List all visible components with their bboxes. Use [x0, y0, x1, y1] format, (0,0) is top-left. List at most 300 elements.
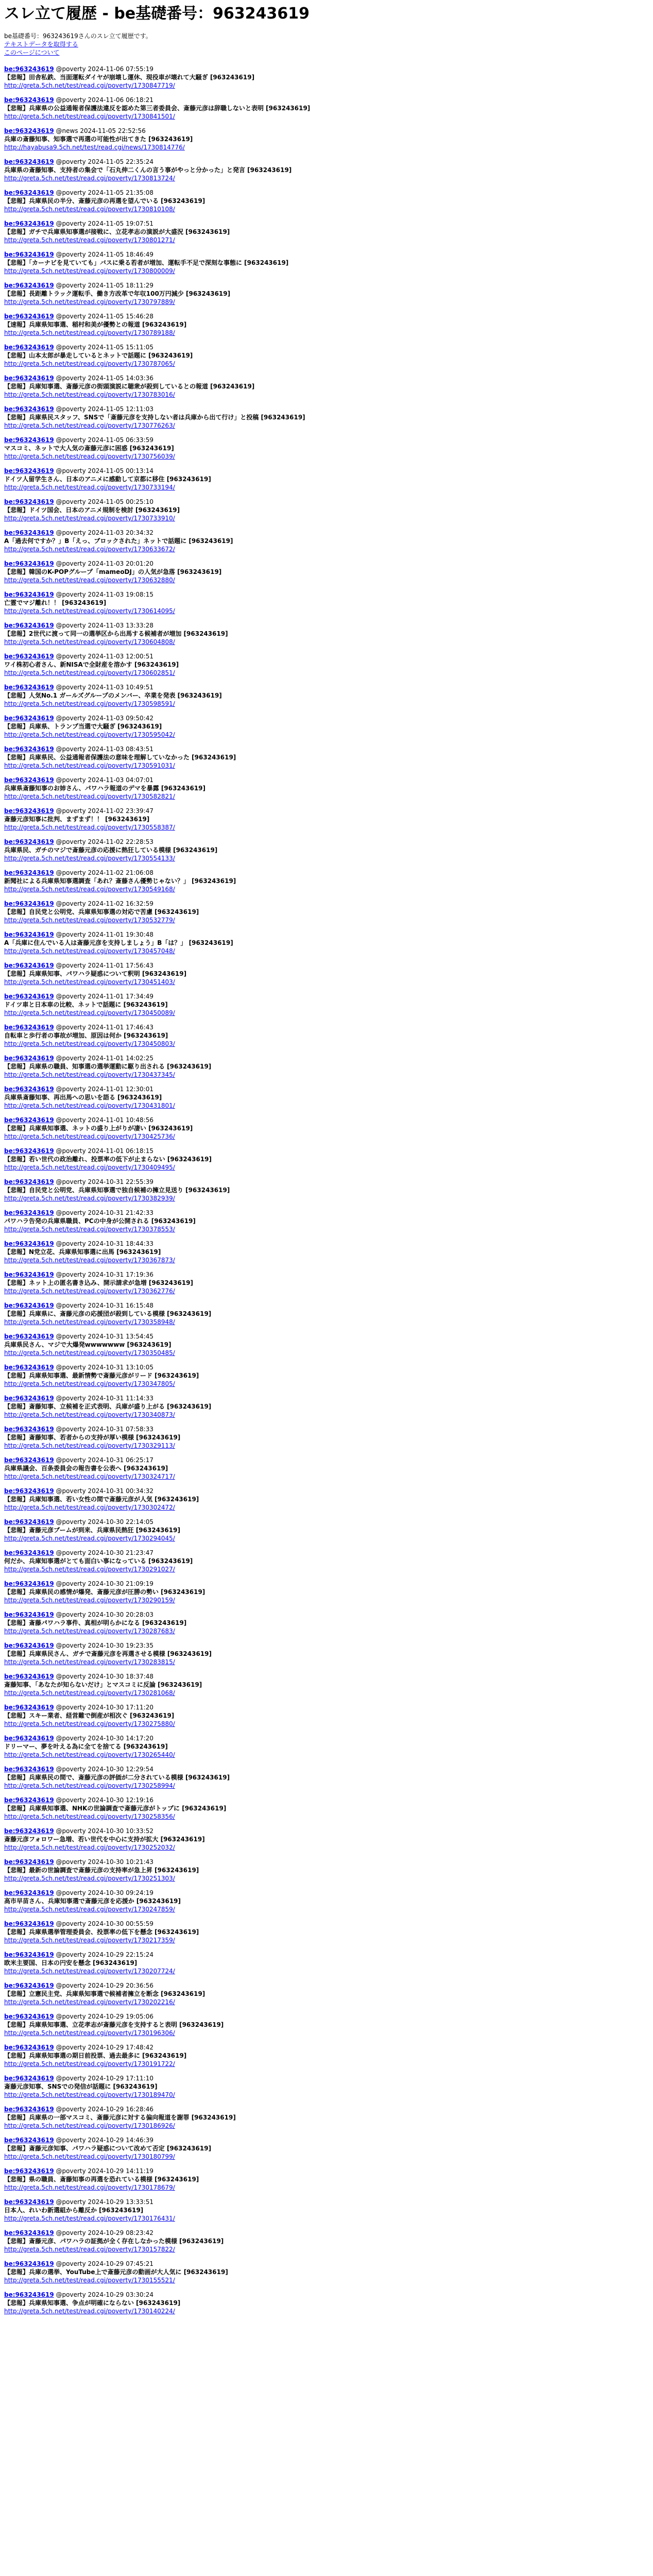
entry-meta: @poverty 2024-11-01 19:30:48: [56, 931, 153, 938]
history-entry: [4, 2012, 649, 2037]
entry-header: [4, 1796, 649, 1804]
thread-title: 【悲報】兵庫県の公益通報者保護法違反を認めた第三者委員会、斎藤元彦は辞職しないと表明 [963243619]: [4, 105, 311, 112]
history-entry: [4, 1209, 649, 1233]
intro: [4, 32, 649, 57]
thread-url-link[interactable]: http://greta.5ch.net/test/read.cgi/poverty/1730191722/: [4, 2060, 175, 2067]
entry-meta: @poverty 2024-11-03 12:00:51: [56, 653, 153, 660]
entry-meta: @poverty 2024-11-02 22:28:53: [56, 838, 153, 845]
be-id-link[interactable]: be:963243619: [4, 2167, 54, 2175]
history-entry: [4, 2291, 649, 2315]
entry-header: [4, 529, 649, 537]
thread-url-link[interactable]: http://greta.5ch.net/test/read.cgi/poverty/1730437345/: [4, 1071, 175, 1078]
thread-url-link[interactable]: http://greta.5ch.net/test/read.cgi/poverty/1730340873/: [4, 1411, 175, 1418]
thread-title: 【悲報】兵庫県知事選、争点が明確にならない [963243619]: [4, 2299, 181, 2307]
be-id-link[interactable]: be:963243619: [4, 1735, 54, 1742]
entry-header: [4, 900, 649, 908]
thread-url-link[interactable]: http://greta.5ch.net/test/read.cgi/poverty/1730733194/: [4, 484, 175, 491]
be-id-link[interactable]: be:963243619: [4, 1395, 54, 1402]
be-id-link[interactable]: be:963243619: [4, 838, 54, 845]
be-id-link[interactable]: be:963243619: [4, 1889, 54, 1896]
thread-url-link[interactable]: http://greta.5ch.net/test/read.cgi/poverty/1730247859/: [4, 1906, 175, 1913]
be-id-link[interactable]: be:963243619: [4, 745, 54, 753]
entry-header: [4, 219, 649, 228]
be-id-link[interactable]: be:963243619: [4, 313, 54, 320]
be-id-link[interactable]: be:963243619: [4, 375, 54, 382]
be-id-link[interactable]: be:963243619: [4, 2137, 54, 2144]
thread-url-link[interactable]: http://greta.5ch.net/test/read.cgi/poverty/1730329113/: [4, 1442, 175, 1449]
be-id-link[interactable]: be:963243619: [4, 1580, 54, 1587]
thread-url-link[interactable]: http://greta.5ch.net/test/read.cgi/poverty/1730450089/: [4, 1009, 175, 1016]
thread-url-link[interactable]: http://greta.5ch.net/test/read.cgi/poverty/1730378553/: [4, 1226, 175, 1233]
thread-title: ワイ株初心者さん、新NISAで全財産を溶かす [963243619]: [4, 661, 179, 668]
entry-meta: @poverty 2024-11-05 00:13:14: [56, 467, 153, 474]
entry-meta: @poverty 2024-10-30 17:11:20: [56, 1704, 153, 1711]
thread-url-link[interactable]: http://greta.5ch.net/test/read.cgi/poverty/1730800009/: [4, 267, 175, 275]
thread-url-link[interactable]: http://greta.5ch.net/test/read.cgi/poverty/1730425736/: [4, 1133, 175, 1140]
history-entry: [4, 560, 649, 584]
history-entry: [4, 529, 649, 553]
entry-header: [4, 2260, 649, 2268]
entry-meta: @poverty 2024-10-30 09:24:19: [56, 1889, 153, 1896]
be-id-link[interactable]: be:963243619: [4, 1982, 54, 1989]
thread-url-link[interactable]: http://greta.5ch.net/test/read.cgi/poverty/1730801271/: [4, 236, 175, 244]
be-id-link[interactable]: be:963243619: [4, 900, 54, 907]
be-id-link[interactable]: be:963243619: [4, 2106, 54, 2113]
be-id-link[interactable]: be:963243619: [4, 1518, 54, 1526]
thread-title: 兵庫県斎藤知事、再出馬への思いを語る [963243619]: [4, 1094, 162, 1101]
entry-meta: @poverty 2024-11-03 13:33:28: [56, 622, 153, 629]
entry-header: [4, 498, 649, 506]
history-entry: [4, 65, 649, 90]
entry-meta: @poverty 2024-10-30 21:23:47: [56, 1549, 153, 1556]
thread-title: 【悲報】ネット上の匿名書き込み、開示請求が急増 [963243619]: [4, 1279, 194, 1286]
entry-header: [4, 1425, 649, 1433]
be-id-link[interactable]: be:963243619: [4, 1704, 54, 1711]
history-entry: [4, 1518, 649, 1543]
be-id-link[interactable]: be:963243619: [4, 1673, 54, 1680]
thread-url-link[interactable]: http://greta.5ch.net/test/read.cgi/poverty/1730810108/: [4, 206, 175, 213]
thread-title: 【悲報】兵庫県知事選、ネットの盛り上がりが凄い [963243619]: [4, 1125, 193, 1132]
history-entry: [4, 1054, 649, 1079]
entry-meta: @poverty 2024-11-01 17:56:43: [56, 962, 153, 969]
thread-url-link[interactable]: http://greta.5ch.net/test/read.cgi/poverty/1730598591/: [4, 700, 175, 707]
entry-header: [4, 1858, 649, 1866]
entry-meta: @poverty 2024-11-01 06:18:15: [56, 1147, 153, 1155]
entry-header: [4, 436, 649, 444]
history-entry: [4, 1240, 649, 1264]
entry-header: [4, 1518, 649, 1526]
be-id-link[interactable]: be:963243619: [4, 1209, 54, 1216]
entry-meta: @poverty 2024-11-05 14:03:36: [56, 375, 153, 382]
entry-header: [4, 96, 649, 104]
thread-url-link[interactable]: http://greta.5ch.net/test/read.cgi/poverty/1730362776/: [4, 1287, 175, 1295]
entry-header: [4, 374, 649, 382]
history-entry: [4, 281, 649, 306]
history-entry: [4, 1487, 649, 1512]
thread-url-link[interactable]: http://greta.5ch.net/test/read.cgi/poverty/1730207724/: [4, 1968, 175, 1975]
history-entry: [4, 405, 649, 430]
thread-url-link[interactable]: http://greta.5ch.net/test/read.cgi/poverty/1730287683/: [4, 1628, 175, 1635]
entry-header: [4, 683, 649, 691]
thread-url-link[interactable]: http://greta.5ch.net/test/read.cgi/poverty/1730813724/: [4, 175, 175, 182]
history-entry: [4, 374, 649, 399]
entry-header: [4, 961, 649, 970]
be-id-link[interactable]: be:963243619: [4, 1642, 54, 1649]
be-id-link[interactable]: be:963243619: [4, 1766, 54, 1773]
thread-url-link[interactable]: http://greta.5ch.net/test/read.cgi/poverty/1730457048/: [4, 947, 175, 955]
be-id-link[interactable]: be:963243619: [4, 2291, 54, 2298]
history-entry: [4, 900, 649, 924]
thread-title: 【悲報】斎藤元彦、パワハラの証拠が全く存在しなかった模様 [963243619]: [4, 2238, 224, 2245]
entry-header: [4, 467, 649, 475]
entry-meta: @poverty 2024-11-03 08:43:51: [56, 745, 153, 753]
thread-url-link[interactable]: http://greta.5ch.net/test/read.cgi/poverty/1730549168/: [4, 886, 175, 893]
history-entry: [4, 1456, 649, 1481]
thread-url-link[interactable]: http://greta.5ch.net/test/read.cgi/poverty/1730409495/: [4, 1164, 175, 1171]
entry-header: [4, 281, 649, 290]
be-id-link[interactable]: be:963243619: [4, 1271, 54, 1278]
entry-header: [4, 1827, 649, 1835]
be-id-link[interactable]: be:963243619: [4, 622, 54, 629]
be-id-link[interactable]: be:963243619: [4, 2198, 54, 2206]
thread-title: 新聞社による兵庫県知事選調査「あれ？斎藤さん優勢じゃない？」 [963243619]: [4, 877, 236, 885]
thread-url-link[interactable]: http://greta.5ch.net/test/read.cgi/poverty/1730787065/: [4, 360, 175, 367]
entry-meta: @poverty 2024-11-05 21:35:08: [56, 189, 153, 196]
thread-url-link[interactable]: http://greta.5ch.net/test/read.cgi/poverty/1730558387/: [4, 824, 175, 831]
thread-url-link[interactable]: http://greta.5ch.net/test/read.cgi/poverty/1730358948/: [4, 1318, 175, 1326]
entry-meta: @poverty 2024-11-05 18:11:29: [56, 282, 153, 289]
be-id-link[interactable]: be:963243619: [4, 1302, 54, 1309]
thread-url-link[interactable]: http://greta.5ch.net/test/read.cgi/poverty/1730196306/: [4, 2029, 175, 2037]
history-entry: [4, 127, 649, 151]
thread-url-link[interactable]: http://greta.5ch.net/test/read.cgi/poverty/1730797889/: [4, 298, 175, 306]
history-entry: [4, 467, 649, 492]
be-id-link[interactable]: be:963243619: [4, 2229, 54, 2236]
history-entry: [4, 683, 649, 708]
be-id-link[interactable]: be:963243619: [4, 1827, 54, 1835]
entry-header: [4, 250, 649, 259]
entry-header: [4, 1363, 649, 1371]
entry-meta: @poverty 2024-11-01 10:48:56: [56, 1116, 153, 1124]
thread-url-link[interactable]: http://greta.5ch.net/test/read.cgi/poverty/1730756039/: [4, 453, 175, 460]
be-id-link[interactable]: be:963243619: [4, 2044, 54, 2051]
thread-title: 【悲報】兵庫知事選、若い女性の間で斎藤元彦が人気 [963243619]: [4, 1496, 199, 1503]
be-id-link[interactable]: be:963243619: [4, 2260, 54, 2267]
thread-url-link[interactable]: http://greta.5ch.net/test/read.cgi/poverty/1730291027/: [4, 1566, 175, 1573]
thread-title: 【悲報】兵庫県民さん、ガチで斎藤元彦を再選させる模様 [963243619]: [4, 1650, 212, 1657]
thread-title: 【悲報】斎藤元彦知事、パワハラ疑惑について改めて否定 [963243619]: [4, 2145, 212, 2152]
thread-title: 亡霊でマジ離れ！！ [963243619]: [4, 599, 107, 606]
be-id-link[interactable]: be:963243619: [4, 436, 54, 444]
thread-title: 【悲報】兵庫県知事、パワハラ疑惑について釈明 [963243619]: [4, 970, 187, 977]
thread-url-link[interactable]: http://greta.5ch.net/test/read.cgi/poverty/1730602851/: [4, 669, 175, 676]
be-id-link[interactable]: be:963243619: [4, 2075, 54, 2082]
entry-meta: @poverty 2024-11-05 19:07:51: [56, 220, 153, 227]
thread-title: 【悲報】兵庫県に、斎藤元彦の応援団が殺到している模様 [963243619]: [4, 1310, 212, 1317]
entry-meta: @poverty 2024-10-31 07:58:33: [56, 1426, 153, 1433]
thread-title: 兵庫県民さん、マジで大爆発wwwwwww [963243619]: [4, 1341, 171, 1348]
thread-url-link[interactable]: http://greta.5ch.net/test/read.cgi/poverty/1730347805/: [4, 1380, 175, 1387]
entry-meta: @news 2024-11-05 22:52:56: [56, 127, 146, 134]
thread-url-link[interactable]: http://greta.5ch.net/test/read.cgi/poverty/1730350485/: [4, 1349, 175, 1357]
thread-title: 【悲報】若い世代の政治離れ、投票率の低下が止まらない [963243619]: [4, 1156, 212, 1163]
history-entry: [4, 2229, 649, 2253]
entry-meta: @poverty 2024-11-01 17:46:43: [56, 1024, 153, 1031]
thread-url-link[interactable]: http://greta.5ch.net/test/read.cgi/poverty/1730217359/: [4, 1937, 175, 1944]
be-id-link[interactable]: be:963243619: [4, 869, 54, 876]
be-id-link[interactable]: be:963243619: [4, 807, 54, 815]
be-id-link[interactable]: be:963243619: [4, 251, 54, 258]
entry-header: [4, 1456, 649, 1464]
thread-url-link[interactable]: http://greta.5ch.net/test/read.cgi/poverty/1730841501/: [4, 113, 175, 120]
be-id-link[interactable]: be:963243619: [4, 1240, 54, 1247]
entry-meta: @poverty 2024-10-30 20:28:03: [56, 1611, 153, 1618]
history-entry: [4, 2074, 649, 2099]
entry-header: [4, 652, 649, 660]
thread-url-link[interactable]: http://greta.5ch.net/test/read.cgi/poverty/1730450803/: [4, 1040, 175, 1047]
thread-url-link[interactable]: http://greta.5ch.net/test/read.cgi/poverty/1730189470/: [4, 2091, 175, 2098]
thread-url-link[interactable]: http://greta.5ch.net/test/read.cgi/poverty/1730281068/: [4, 1689, 175, 1697]
thread-url-link[interactable]: http://greta.5ch.net/test/read.cgi/poverty/1730632880/: [4, 577, 175, 584]
thread-title: 斎藤知事、「あなたが知らないだけ」とマスコミに反論 [963243619]: [4, 1681, 202, 1688]
history-entry: [4, 96, 649, 121]
thread-title: 【悲報】兵庫県知事選、立花孝志が斎藤元彦を支持すると表明 [963243619]: [4, 2021, 224, 2028]
history-entry: [4, 189, 649, 213]
entry-header: [4, 1672, 649, 1681]
thread-url-link[interactable]: http://greta.5ch.net/test/read.cgi/poverty/1730614095/: [4, 607, 175, 615]
entry-header: [4, 343, 649, 351]
be-id-link[interactable]: be:963243619: [4, 1364, 54, 1371]
history-entry: [4, 1611, 649, 1635]
thread-title: 【悲報】ガチで兵庫県知事選が接戦に、立花孝志の演説が大盛況 [963243619]: [4, 228, 230, 235]
entry-header: [4, 1641, 649, 1650]
history-entry: [4, 250, 649, 275]
thread-url-link[interactable]: http://greta.5ch.net/test/read.cgi/poverty/1730252032/: [4, 1844, 175, 1851]
be-id-link[interactable]: be:963243619: [4, 498, 54, 505]
thread-url-link[interactable]: http://hayabusa9.5ch.net/test/read.cgi/news/1730814776/: [4, 144, 185, 151]
be-id-link[interactable]: be:963243619: [4, 1178, 54, 1185]
thread-url-link[interactable]: http://greta.5ch.net/test/read.cgi/poverty/1730382939/: [4, 1195, 175, 1202]
be-id-link[interactable]: be:963243619: [4, 65, 54, 73]
thread-title: 高市早苗さん、兵庫知事選で斎藤元彦を応援か [963243619]: [4, 1897, 181, 1905]
be-id-link[interactable]: be:963243619: [4, 962, 54, 969]
thread-title: 【悲報】N党立花、兵庫県知事選に出馬 [963243619]: [4, 1248, 161, 1256]
entry-meta: @poverty 2024-10-29 07:45:21: [56, 2260, 153, 2267]
thread-url-link[interactable]: http://greta.5ch.net/test/read.cgi/poverty/1730140224/: [4, 2308, 175, 2315]
thread-url-link[interactable]: http://greta.5ch.net/test/read.cgi/poverty/1730258994/: [4, 1782, 175, 1789]
be-id-link[interactable]: be:963243619: [4, 158, 54, 165]
entry-header: [4, 127, 649, 135]
thread-url-link[interactable]: http://greta.5ch.net/test/read.cgi/poverty/1730302472/: [4, 1504, 175, 1511]
be-id-link[interactable]: be:963243619: [4, 653, 54, 660]
thread-title: 【悲報】斎藤パワハラ事件、真相が明らかになる [963243619]: [4, 1619, 187, 1626]
history-entry: [4, 1425, 649, 1450]
history-entry: [4, 1703, 649, 1728]
be-id-link[interactable]: be:963243619: [4, 715, 54, 722]
thread-url-link[interactable]: http://greta.5ch.net/test/read.cgi/poverty/1730258356/: [4, 1813, 175, 1820]
thread-title: 【悲報】兵庫県知事選の期日前投票、過去最多に [963243619]: [4, 2052, 187, 2059]
be-id-link[interactable]: be:963243619: [4, 1858, 54, 1866]
thread-title: ドイツ人留学生さん、日本のアニメに感動して京都に移住 [963243619]: [4, 476, 211, 483]
be-id-link[interactable]: be:963243619: [4, 529, 54, 536]
thread-url-link[interactable]: http://greta.5ch.net/test/read.cgi/poverty/1730431801/: [4, 1102, 175, 1109]
thread-title: 斎藤元彦知事に批判、まずまず！！ [963243619]: [4, 816, 150, 823]
entry-header: [4, 405, 649, 413]
be-id-link[interactable]: be:963243619: [4, 1487, 54, 1495]
be-id-link[interactable]: be:963243619: [4, 220, 54, 227]
thread-title: マスコミ、ネットで大人気の斎藤元彦に困惑 [963243619]: [4, 445, 174, 452]
be-id-link[interactable]: be:963243619: [4, 405, 54, 413]
thread-title: 【悲報】自民党と公明党、兵庫県知事選で独自候補の擁立見送り [963243619]: [4, 1187, 230, 1194]
history-entry: [4, 1858, 649, 1883]
entry-meta: @poverty 2024-11-05 22:35:24: [56, 158, 153, 165]
thread-url-link[interactable]: http://greta.5ch.net/test/read.cgi/poverty/1730733910/: [4, 515, 175, 522]
entry-header: [4, 2105, 649, 2113]
be-id-link[interactable]: be:963243619: [4, 1024, 54, 1031]
entry-meta: @poverty 2024-10-31 11:14:33: [56, 1395, 153, 1402]
thread-title: ドイツ車と日本車の比較、ネットで話題に [963243619]: [4, 1001, 168, 1008]
entry-header: [4, 1085, 649, 1093]
history-entry: [4, 1085, 649, 1110]
be-id-link[interactable]: be:963243619: [4, 591, 54, 598]
be-id-link[interactable]: be:963243619: [4, 1797, 54, 1804]
thread-title: 【悲報】斎藤元彦ブームが到来、兵庫県民熱狂 [963243619]: [4, 1527, 180, 1534]
be-id-link[interactable]: be:963243619: [4, 1456, 54, 1464]
be-id-link[interactable]: be:963243619: [4, 776, 54, 784]
be-id-link[interactable]: be:963243619: [4, 282, 54, 289]
be-id-link[interactable]: be:963243619: [4, 1086, 54, 1093]
thread-url-link[interactable]: http://greta.5ch.net/test/read.cgi/poverty/1730324717/: [4, 1473, 175, 1480]
thread-url-link[interactable]: http://greta.5ch.net/test/read.cgi/poverty/1730783016/: [4, 391, 175, 398]
be-id-link[interactable]: be:963243619: [4, 1920, 54, 1927]
thread-url-link[interactable]: http://greta.5ch.net/test/read.cgi/poverty/1730157822/: [4, 2246, 175, 2253]
thread-url-link[interactable]: http://greta.5ch.net/test/read.cgi/poverty/1730591031/: [4, 762, 175, 769]
thread-title: 兵庫の斎藤知事、知事選で再選の可能性が出てきた [963243619]: [4, 135, 193, 143]
entry-meta: @poverty 2024-10-31 13:54:45: [56, 1333, 153, 1340]
thread-title: 【悲報】兵庫県知事選、最新情勢で斎藤元彦がリード [963243619]: [4, 1372, 199, 1379]
entry-meta: @poverty 2024-11-03 10:49:51: [56, 684, 153, 691]
thread-url-link[interactable]: http://greta.5ch.net/test/read.cgi/poverty/1730582821/: [4, 793, 175, 800]
be-id-link[interactable]: be:963243619: [4, 96, 54, 104]
be-id-link[interactable]: be:963243619: [4, 1426, 54, 1433]
thread-url-link[interactable]: http://greta.5ch.net/test/read.cgi/poverty/1730451403/: [4, 978, 175, 986]
be-id-link[interactable]: be:963243619: [4, 344, 54, 351]
entry-header: [4, 838, 649, 846]
thread-url-link[interactable]: http://greta.5ch.net/test/read.cgi/poverty/1730176431/: [4, 2215, 175, 2222]
thread-url-link[interactable]: http://greta.5ch.net/test/read.cgi/poverty/1730186926/: [4, 2122, 175, 2129]
entry-header: [4, 1611, 649, 1619]
entry-header: [4, 2198, 649, 2206]
entry-header: [4, 1920, 649, 1928]
be-id-link[interactable]: be:963243619: [4, 1549, 54, 1556]
thread-url-link[interactable]: http://greta.5ch.net/test/read.cgi/poverty/1730275880/: [4, 1720, 175, 1727]
thread-url-link[interactable]: http://greta.5ch.net/test/read.cgi/poverty/1730294045/: [4, 1535, 175, 1542]
thread-url-link[interactable]: http://greta.5ch.net/test/read.cgi/poverty/1730367873/: [4, 1257, 175, 1264]
be-id-link[interactable]: be:963243619: [4, 2013, 54, 2020]
thread-url-link[interactable]: http://greta.5ch.net/test/read.cgi/poverty/1730554133/: [4, 855, 175, 862]
entry-header: [4, 590, 649, 599]
history-entry: [4, 1951, 649, 1975]
be-id-link[interactable]: be:963243619: [4, 1116, 54, 1124]
thread-url-link[interactable]: http://greta.5ch.net/test/read.cgi/poverty/1730532779/: [4, 917, 175, 924]
history-entry: [4, 436, 649, 461]
thread-title: 【悲報】斎藤知事、立候補を正式表明、兵庫が盛り上がる [963243619]: [4, 1403, 212, 1410]
entry-meta: @poverty 2024-10-29 22:15:24: [56, 1951, 153, 1958]
entry-meta: @poverty 2024-11-03 20:01:20: [56, 560, 153, 567]
thread-url-link[interactable]: http://greta.5ch.net/test/read.cgi/poverty/1730155521/: [4, 2277, 175, 2284]
be-id-link[interactable]: be:963243619: [4, 993, 54, 1000]
thread-title: 【悲報】長距離トラック運転手、働き方改革で年収100万円減少 [963243619]: [4, 290, 231, 297]
entry-header: [4, 2043, 649, 2052]
be-id-link[interactable]: be:963243619: [4, 127, 54, 134]
thread-url-link[interactable]: http://greta.5ch.net/test/read.cgi/poverty/1730290159/: [4, 1597, 175, 1604]
thread-title: 【悲報】兵庫の選挙、YouTube上で斎藤元彦の動画が大人気に [963243619]: [4, 2268, 228, 2276]
be-id-link[interactable]: be:963243619: [4, 189, 54, 196]
entry-header: [4, 1889, 649, 1897]
thread-title: 【悲報】兵庫県知事選、NHKの世論調査で斎藤元彦がトップに [963243619]: [4, 1805, 227, 1812]
thread-url-link[interactable]: http://greta.5ch.net/test/read.cgi/poverty/1730202216/: [4, 1998, 175, 2006]
history-entry: [4, 1580, 649, 1604]
thread-url-link[interactable]: http://greta.5ch.net/test/read.cgi/poverty/1730178679/: [4, 2184, 175, 2191]
thread-url-link[interactable]: http://greta.5ch.net/test/read.cgi/poverty/1730847719/: [4, 82, 175, 89]
entry-meta: @poverty 2024-10-29 19:05:06: [56, 2013, 153, 2020]
entry-header: [4, 2136, 649, 2144]
entry-meta: @poverty 2024-11-05 00:25:10: [56, 498, 153, 505]
thread-url-link[interactable]: http://greta.5ch.net/test/read.cgi/poverty/1730283815/: [4, 1658, 175, 1666]
be-id-link[interactable]: be:963243619: [4, 1951, 54, 1958]
entry-header: [4, 1240, 649, 1248]
be-id-link[interactable]: be:963243619: [4, 1333, 54, 1340]
entry-header: [4, 1765, 649, 1773]
be-id-link[interactable]: be:963243619: [4, 1611, 54, 1618]
thread-url-link[interactable]: http://greta.5ch.net/test/read.cgi/poverty/1730251303/: [4, 1875, 175, 1882]
entry-header: [4, 1332, 649, 1341]
thread-url-link[interactable]: http://greta.5ch.net/test/read.cgi/poverty/1730789188/: [4, 329, 175, 336]
history-entry: [4, 1116, 649, 1141]
history-entry: [4, 1765, 649, 1790]
be-id-link[interactable]: be:963243619: [4, 684, 54, 691]
thread-url-link[interactable]: http://greta.5ch.net/test/read.cgi/poverty/1730604808/: [4, 638, 175, 646]
thread-url-link[interactable]: http://greta.5ch.net/test/read.cgi/poverty/1730776263/: [4, 422, 175, 429]
thread-title: 【悲報】兵庫県選挙管理委員会、投票率の低下を懸念 [963243619]: [4, 1928, 199, 1936]
history-entry: [4, 807, 649, 832]
thread-title: 【悲報】韓国のK-POPグループ「mameoDJ」の人気が急落 [963243619]: [4, 568, 222, 575]
be-id-link[interactable]: be:963243619: [4, 560, 54, 567]
history-entry: [4, 1332, 649, 1357]
be-id-link[interactable]: be:963243619: [4, 1055, 54, 1062]
text-data-link[interactable]: テキストデータを取得する: [4, 41, 78, 48]
entry-header: [4, 2012, 649, 2021]
thread-url-link[interactable]: http://greta.5ch.net/test/read.cgi/poverty/1730265440/: [4, 1751, 175, 1758]
entry-meta: @poverty 2024-10-29 08:23:42: [56, 2229, 153, 2236]
entry-header: [4, 312, 649, 320]
thread-url-link[interactable]: http://greta.5ch.net/test/read.cgi/poverty/1730633672/: [4, 546, 175, 553]
entry-header: [4, 1580, 649, 1588]
entry-header: [4, 2291, 649, 2299]
thread-url-link[interactable]: http://greta.5ch.net/test/read.cgi/poverty/1730180799/: [4, 2153, 175, 2160]
thread-title: 【悲報】山本太郎が暴走しているとネットで話題に [963243619]: [4, 352, 193, 359]
thread-title: 【悲報】最新の世論調査で斎藤元彦の支持率が急上昇 [963243619]: [4, 1867, 199, 1874]
about-page-link[interactable]: このページについて: [4, 49, 60, 56]
entry-meta: @poverty 2024-10-31 18:44:33: [56, 1240, 153, 1247]
be-id-link[interactable]: be:963243619: [4, 1147, 54, 1155]
entry-meta: @poverty 2024-10-31 22:55:39: [56, 1178, 153, 1185]
thread-url-link[interactable]: http://greta.5ch.net/test/read.cgi/poverty/1730595042/: [4, 731, 175, 738]
be-id-link[interactable]: be:963243619: [4, 467, 54, 474]
be-id-link[interactable]: be:963243619: [4, 931, 54, 938]
entry-meta: @poverty 2024-10-31 06:25:17: [56, 1456, 153, 1464]
entry-header: [4, 1209, 649, 1217]
